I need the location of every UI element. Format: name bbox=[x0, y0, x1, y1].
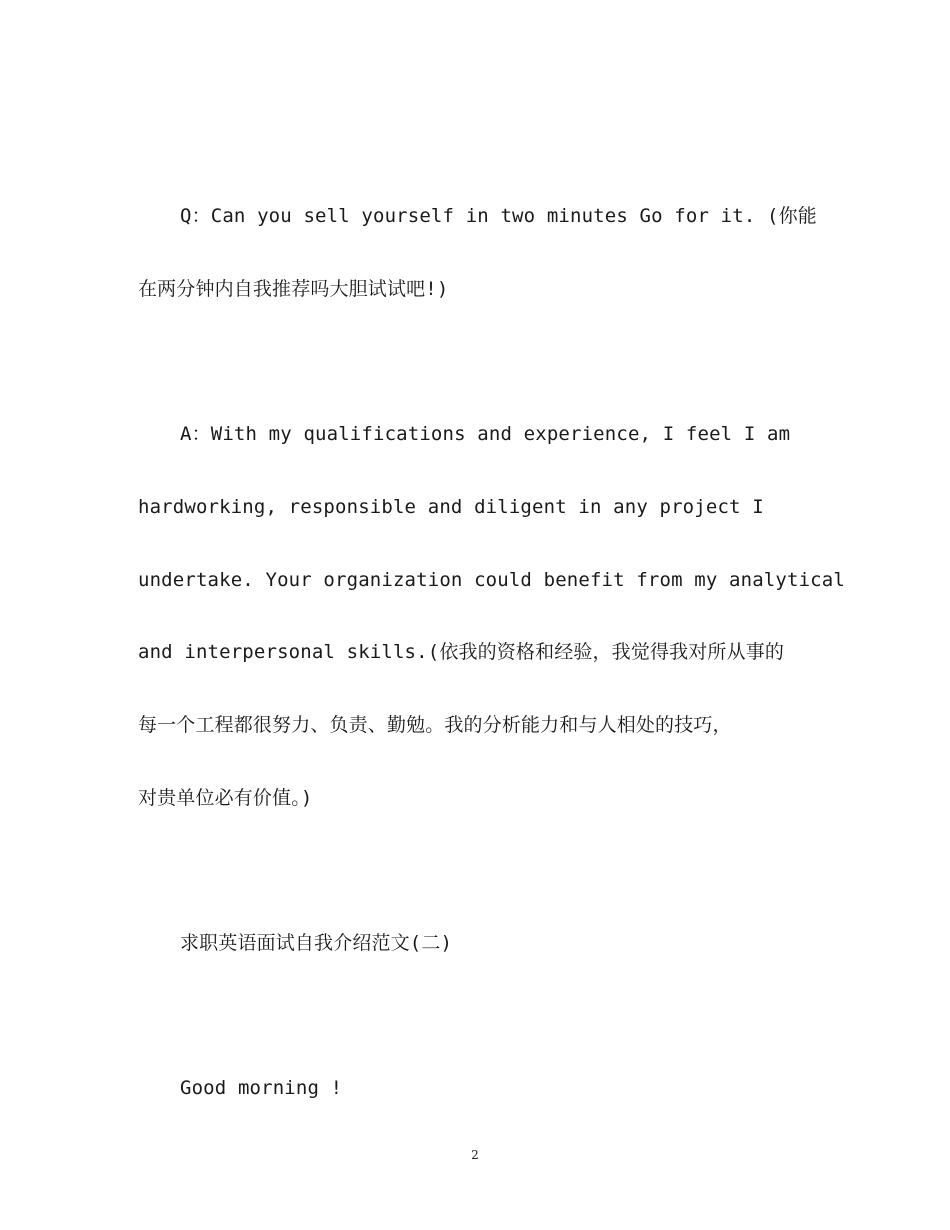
answer-line-6: 对贵单位必有价值。) bbox=[138, 787, 313, 809]
section-heading: 求职英语面试自我介绍范文(二) bbox=[180, 932, 453, 954]
answer-line-4: and interpersonal skills.(依我的资格和经验，我觉得我对所从事的 bbox=[138, 641, 785, 663]
question-line-2: 在两分钟内自我推荐吗大胆试试吧!) bbox=[138, 278, 449, 300]
greeting-line: Good morning ! bbox=[180, 1077, 343, 1099]
answer-line-3: undertake. Your organization could benefit from my analytical bbox=[138, 569, 845, 591]
answer-line-2: hardworking, responsible and diligent in any project I bbox=[138, 496, 764, 518]
answer-line-5: 每一个工程都很努力、负责、勤勉。我的分析能力和与人相处的技巧， bbox=[138, 714, 732, 736]
answer-line-1: A：With my qualifications and experience, I feel I am bbox=[180, 423, 791, 445]
page-number: 2 bbox=[471, 1148, 479, 1162]
question-line-1: Q：Can you sell yourself in two minutes Go for it. (你能 bbox=[180, 205, 817, 227]
